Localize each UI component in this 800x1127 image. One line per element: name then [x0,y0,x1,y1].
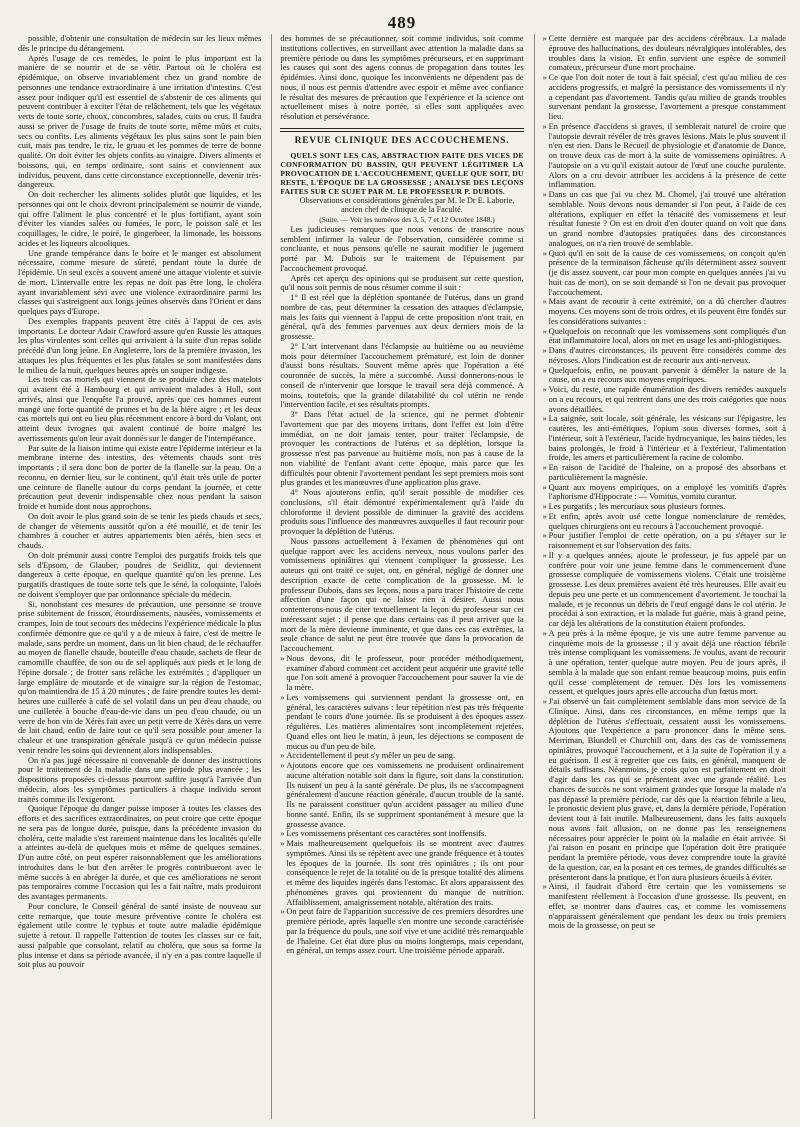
quoted-paragraph: » Quant aux moyens empiriques, on a employé les vomitifs d'après l'aphorisme d'Hippocrate : — Vomitus, vomitu curantur. [543,483,786,503]
paragraph: On doit avoir le plus grand soin de se tenir les pieds chauds et secs, de changer de vêtements aussitôt qu'on a été mouillé, et de tenir les chambres à coucher et autres appartements bien aérés, bien secs et chauds. [18,511,262,550]
continuation-note: (Suite. — Voir les numéros des 3, 5, 7 et 12 Octobre 1848.) [319,215,495,224]
paragraph: On n'a pas jugé nécessaire ni convenable de donner des instructions pour le traitement de la maladie dans une période plus avancée ; les dispositions proposées ci-dessus pourront suffire jusqu'à l'arrivée d'un médecin, alors les symptômes particuliers à chaque individu seront traités comme ils l'exigeront. [18,755,262,804]
paragraph: On doit rechercher les aliments solides plutôt que liquides, et les personnes qui ont le choix devront principalement se nourrir de viande, qui offre l'aliment le plus concentré et le plus fortifiant, ayant soin d'éviter les viandes salées ou fumées, le porc, le poisson salé et les coquillages, le cidre, le poiré, le gingerbeer, la limonade, les boissons acides et les liqueurs alcooliques. [18,190,262,248]
paragraph: Après l'usage de ces remèdes, le point le plus important est la manière de se nourrir et de se vêtir. Partout où le choléra est épidémique, on observe invariablement chez un grand nombre de personnes une tendance extraordinaire à une irritation d'intestins. C'est assez pour indiquer qu'il est essentiel de s'abstenir de ces aliments qui peuvent contribuer à exciter l'état de relâchement, tels que les végétaux verts de toute sorte, choux, concombres, salades, cuits ou crus. Il faudra aussi se priver de l'usage de fruits de toute sorte, même mûrs et cuits, secs ou confits. Les aliments végétaux les plus sains sont le pain bien cuit, mais pas tendre, le riz, le gruau et les pommes de terre de bonne qualité. On doit éviter les objets confits au vinaigre. Divers aliments et boissons, qui, en temps ordinaire, sont sains et conviennent aux individus, peuvent, dans cette circonstance exceptionnelle, devenir très-dangereux. [18,53,262,190]
paragraph: 2° L'art intervenant dans l'éclampsie au huitième ou au neuvième mois pour déterminer l'accouchement prématuré, est loin de donner d'aussi bons résultats. Souvent même après que l'opération a été couronnée de succès, la mère a succombé. Aussi donnerons-nous le conseil de n'intervenir que lorsque le travail sera déjà commencé. A moins, toutefois, que la grande dilatabilité du col utérin ne rende l'intervention facile, et ses résultats prompts. [280,341,524,410]
quoted-paragraph: » Les vomissemens présentant ces caractères sont inoffensifs. [280,829,523,839]
quoted-paragraph: » Voici, du reste, une rapide énumération des divers remèdes auxquels on a eu recours, et qui rentrent dans une des trois catégories que nous avons détaillées. [543,385,786,414]
quoted-paragraph: » La saignée, soit locale, soit générale, les vésicans sur l'épigastre, les cautères, les anti-émétiques, l'opium sous diverses formes, soit à l'intérieur, soit à l'extérieur, l'acide hydrocyanique, les bains tièdes, les bains prolongés, le froid à l'intérieur et à l'extérieur, l'alimentation froide, les amers et particulièrement la racine de colombo. [543,414,786,463]
article-byline: Observations et considérations générales par M. le Dr E. Laborie, ancien chef de clinique de la Faculté. [299,195,515,215]
quoted-paragraph: » Dans d'autres circonstances, ils peuvent être considérés comme des névroses. Alors l'indication est de recourir aux anti-nerveux. [543,346,786,366]
section-subheading: QUELS SONT LES CAS, ABSTRACTION FAITE DES VICES DE CONFORMATION DU BASSIN, QUI PEUVENT LÉGITIMER LA PROVOCATION DE L'ACCOUCHEMENT, QUELLE QUE SOIT, DU RESTE, L'ÉPOQUE DE LA GROSSESSE ; ANALYSE DES LEÇONS FAITES SUR CE SUJET PAR M. LE PROFESSEUR P. DUBOIS. [280,150,524,196]
quoted-paragraph: » Quelquefois on reconnaît que les vomissemens sont compliqués d'un état inflammatoire local, alors on met en usage les anti-phlogistiques. [543,327,786,347]
quoted-paragraph: » Et enfin, après avoir usé cette longue nomenclature de remèdes, quelques chirurgiens ont eu recours à l'accouchement provoqué. [543,512,786,532]
quoted-paragraph: » On peut faire de l'apparition successive de ces premiers désordres une première période, après laquelle s'en montre une seconde caractérisée par la fréquence du pouls, une soif vive et une acidité très remarquable de l'haleine. Cet état dure plus ou moins longtemps, mais cependant, en général, un temps assez court. Une troisième période apparaît. [280,907,523,956]
quoted-paragraph: » Ce que l'on doit noter de tout à fait spécial, c'est qu'au milieu de ces accidens progressifs, et malgré la persistance des vomissements il n'y a cependant pas d'avortement. Tandis qu'au milieu de grands troubles survenant pendant la grossesse, l'avortement a presque constamment lieu. [543,73,786,122]
quoted-paragraph: » Les purgatifs ; les mercuriaux sous plusieurs formes. [543,502,786,512]
paragraph: 3° Dans l'état actuel de la science, qui ne permet d'obtenir l'avortement que par des moyens irritans, dont l'effet est loin d'être immédiat, on ne doit jamais tenter, pour traiter l'éclampsie, de provoquer les contractions de l'utérus et sa déplétion, lorsque la grossesse n'est pas parvenue au huitième mois, non pas à cause de la non viabilité de l'enfant avant cette époque, mais parce que les difficultés pour obtenir l'avortement pendant les sept premiers mois sont plus grandes et les manœuvres d'une application plus grave. [280,410,524,488]
quoted-paragraph: » A peu près à la même époque, je vis une autre femme parvenue au cinquième mois de la grossesse ; il y avait déjà une réaction fébrile très intense compliquant les vomissemens. Je voulus, avant de recourir à une opération, tenter quelque autre moyen. Peu de jours après, il sembla à la malade que son enfant remue beaucoup moins, puis enfin qu'il cesse complètement de remuer. Dès lors les vomissemens cessent, et quelques jours après elle accoucha d'un fœtus mort. [543,629,786,697]
quoted-paragraph: » Cette dernière est marquée par des accidens cérébraux. La malade éprouve des hallucinations, des douleurs névralgiques intolérables, des troubles dans la vision. Et enfin survient une espèce de sommeil comateux, précurseur d'une mort prochaine. [543,34,786,73]
quoted-paragraph: » Ajoutons encore que ces vomissemens ne produisent ordinairement aucune altération notable soit dans la figure, soit dans la constitution. Ils nuisent un peu à la santé générale. De plus, ils ne s'accompagnent généralement d'aucune réaction générale, d'aucun trouble de la santé. Ils ne paraissent constituer qu'un accident passager au milieu d'une bonne santé. Enfin, ils se suppriment spontanément à mesure que la grossesse avance. [280,761,523,829]
quoted-paragraph: » Nous devons, dit le professeur, pour procéder méthodiquement, examiner d'abord comment cet accident peut acquérir une gravité telle que l'on soit amené à provoquer l'accouchement pour sauver la vie de la mère. [280,654,523,693]
paragraph: Après cet aperçu des opinions qui se produisent sur cette question, qu'il nous soit permis de nous résumer comme il suit : [280,273,524,293]
paragraph: des hommes de se précautionner, soit comme individus, soit comme institutions collectives, en surveillant avec attention la maladie dans sa première période ou dans les symptômes précurseurs, et en supprimant les causes qui sont des agens connus de propagation dans toutes les épidémies. Ainsi donc, quoique les inconvénients ne dépendent pas de nous, il nous est permis d'attendre avec espoir et même avec confiance le résultat des mesures de précaution que l'expérience et la science ont actuellement mises à notre portée, si elles sont appliquées avec résolution et persévérance. [280,34,524,121]
quoted-paragraph: » Dans un cas que j'ai vu chez M. Chomel, j'ai trouvé une altération semblable. Nous devons nous demander si l'on peut, à l'aide de ces altérations, expliquer en effet la ténacité des vomissemens et leur résultat funeste ? On est en droit d'en douter quand on voit que dans un grand nombre d'autopsies pratiquées dans des circonstances analogues, on n'a rien trouvé de semblable. [543,190,786,249]
column-3 [534,34,786,1119]
column-2 [271,34,523,1119]
paragraph: Nous passons actuellement à l'examen de phénomènes qui ont quelque rapport avec les accidens nerveux, nous voulons parler des vomissemens opiniâtres qui viennent compliquer la grossesse. Les auteurs qui ont traité ce sujet, ont, en général, négligé de donner une description exacte de cette complication de la grossesse. M. le professeur Dubois, dans ses leçons, nous a paru tracer l'histoire de cette affection d'une façon qui ne laisse rien à désirer. Aussi nous contenterons-nous de citer textuellement la leçon du professeur sur cet intéressant sujet ; il pense que dans certains cas il peut arriver que la mort de la mère devienne imminente, et que dans ces cas extrêmes, la seule chance de salut ne peut être trouvée que dans la provocation de l'accouchement. [280,536,524,653]
paragraph: Si, nonobstant ces mesures de précaution, une personne se trouve prise subitement de frisson, étourdissements, nausées, vomissements et crampes, loin de tout secours des médecins l'expérience médicale la plus confirmée démontre que ce qu'il y a de mieux à faire, c'est de mettre le malade, sans perdre un moment, dans un lit bien chaud, de le réchauffer au moyen de flanelle chaude, bouteille d'eau chaude, sachets de fleur de camomille chauffée, de son ou de sel appliqués aux pieds et le long de l'épine dorsale ; de frotter sans relâche les extrémités ; d'appliquer un large emplâtre de moutarde et de vinaigre sur la région de l'estomac, qu'on maintiendra de 15 à 20 minutes ; de faire prendre toutes les demi-heures une cuillerée à café de sel volatil dans un peu d'eau chaude, ou une cuillerée à bouche d'eau-de-vie dans un peu d'eau chaude, ou un verre de bon vin de Xérès fait avec un petit verre de Xérès dans un verre de lait chaud, enfin de faire tout ce qu'il sera possible pour amener la chaleur et une transpiration générale jusqu'à ce qu'un médecin puisse venir rendre les soins qui deviennent alors indispensables. [18,599,262,755]
quoted-paragraph: » En présence d'accidens si graves, il semblerait naturel de croire que l'autopsie devrait révéler de très graves lésions. Mais le plus souvent il n'en est rien. Dans le Recueil de physiologie et d'anatomie de Dance, on trouve deux cas de mort à la suite de vomissemens opiniâtres. A l'autopsie on a vu qu'il existait autour de l'œuf une couche purulente. Alors on a cru devoir attribuer les accidens à la présence de cette inflammation. [543,122,786,190]
column-1 [18,34,261,1119]
paragraph: Quoique l'époque du danger puisse imposer à toutes les classes des efforts et des sacrifices extraordinaires, on peut croire que cette époque ne sera pas de longue durée, puisque, dans la précédente invasion du choléra, cette maladie s'est rarement maintenue dans les localités qu'elle a atteintes au-delà de quelques mois et même de quelques semaines. D'un autre côté, on peut espérer raisonnablement que les améliorations introduites dans le but d'en arrêter le progrès contribueront avec le même succès à en abréger la durée, et que ces améliorations ne seront pas temporaires comme l'occasion qui les a fait naître, mais produiront des avantages permanents. [18,804,262,901]
paragraph: Par suite de la liaison intime qui existe entre l'épiderme intérieur et la membrane interne des intestins, des vêtements chauds sont très importants ; il sera donc bon de porter de la flanelle sur la peau. On a reconnu, en dernier lieu, sur le continent, qu'il était très utile de porter une ceinture de flanelle autour du corps pendant la journée, et cette précaution peut devenir indispensable chez nous pendant la saison froide et humide dont nous approchons. [18,443,262,511]
paragraph: On doit prémunir aussi contre l'emploi des purgatifs froids tels que sels d'Epsom, de Glauber, poudres de Seidlitz, qui deviennent dangereux à cette époque, en quelque quantité qu'on les prenne. Les purgatifs drastiques de toute sorte tels que le séné, la coloquinte, l'aloès ne doivent s'employer que par ordonnance spéciale du médecin. [18,550,262,599]
quoted-paragraph: » Quelquefois, enfin, ne pouvant parvenir à démêler la nature de la cause, on a eu recours aux moyens empiriques. [543,366,786,386]
paragraph: Une grande tempérance dans le boire et le manger est absolument nécessaire, comme mesure de sûreté, pendant toute la durée de l'épidémie. Un seul excès a souvent amené une attaque violente et suivie de mort. L'intervalle entre les repas ne doit pas être long, le choléra ayant invariablement sévi avec une violence extraordinaire parmi les classes qui s'astreignent aux longs jeûnes observés dans l'Orient et dans quelques pays d'Europe. [18,248,262,316]
page-number: 489 [387,13,417,32]
section-divider [280,128,523,132]
quoted-paragraph: » Ainsi, il faudrait d'abord être certain que les vomissemens se manifestent réellement à l'occasion d'une grossesse. Ils peuvent, en effet, se montrer dans d'autres cas, et comme les vomissemens n'apparaissent généralement que pendant les deux ou trois premiers mois de la grossesse, on peut se [543,882,786,931]
paragraph: Les trois cas mortels qui viennent de se produire chez des matelots qui avaient été à Hambourg et qui arrivaient malades à Hull, sont arrivés, ainsi que l'enquête l'a prouvé, après que ces hommes eurent mangé une forte quantité de prunes et bu de la bière aigre ; et les deux cas mortels qui ont eu lieu plus récemment encore à bord du Volant, ont atteint deux ivrognes qui avaient continué de boire malgré les avertissements qu'on leur avait donnés sur le danger de l'intempérance. [18,375,262,443]
quoted-paragraph: » Les vomissemens qui surviennent pendant la grossesse ont, en général, les caractères suivans : leur répétition n'est pas très fréquente pendant le cours d'une journée. Ils se produisent à des époques assez régulières. Les matières alimentaires sont incomplètement rejetées. Quand elles ont lieu le matin, à jeun, les déjections se composent de mucus ou d'un peu de bile. [280,693,523,752]
paragraph: 1° Il est réel que la déplétion spontanée de l'utérus, dans un grand nombre de cas, peut déterminer la cessation des attaques d'éclampsie, mais les faits qui viennent à l'appui de cette proposition n'ont trait, en général, qu'à des femmes parvenues aux deux derniers mois de la grossesse. [280,293,524,341]
paragraph: Les judicieuses remarques que nous venons de transcrire nous semblent infirmer la valeur de l'observation, considérée comme si concluante, et nous pensons qu'elle ne saurait modifier le jugement porté par M. Dubois sur le traitement de l'épuisement par l'accouchement provoqué. [280,224,524,273]
quoted-paragraph: » Pour justifier l'emploi de cette opération, on a pu s'étayer sur le raisonnement et sur l'observation des faits. [543,531,786,551]
text-columns [18,34,786,1119]
paragraph: Des exemples frappants peuvent être cités à l'appui de ces avis importants. Le docteur Adair Crawford assure qu'en Russie les attaques les plus virulentes sont celles qui arrivaient à la suite d'un repas solide précédé d'un long jeûne. En Angleterre, lors de la première invasion, les attaques les plus fréquentes et les plus fatales se sont manifestées dans le milieu de la nuit, quelques heures après un souper indigeste. [18,316,262,375]
quoted-paragraph: » Quoi qu'il en soit de la cause de ces vomissemens, on conçoit qu'en présence de la terminaison fâcheuse qu'ils déterminent assez souvent (je dis assez souvent, car pour mon compte en quelques années j'ai vu huit cas de mort), on se soit demandé si l'on ne devait pas provoquer l'accouchement. [543,249,786,298]
section-title: REVUE CLINIQUE DES ACCOUCHEMENS. [294,135,510,146]
quoted-paragraph: » Il y a quelques années, ajoute le professeur, je fus appelé par un confrère pour voir une jeune femme dans le commencement d'une grossesse compliquée de vomissemens violens. C'était une troisième grossesse. Les deux premières avaient été très heureuses. Elle avait eu depuis peu une perte et un commencement d'avortement. Je touchai la malade, et je reconnus un débris de l'œuf engagé dans le col utérin. Je procédai à son extraction, et la malade fut guérie, mais à grand peine, car déjà les altérations de la constitution étaient profondes. [543,551,786,629]
paragraph: Pour conclure, le Conseil général de santé insiste de nouveau sur cette remarque, que toute mesure préventive contre le choléra est également utile contre le typhus et toute autre maladie épidémique sujette à retour. Il rappelle l'attention de toutes les classes sur ce fait, aussi palpable que consolant, relatif au choléra, que sous sa forme la plus intense et dans sa période avancée, il n'y en a pas contre laquelle il soit plus au pouvoir [18,901,262,970]
paragraph: possible, d'obtenir une consultation de médecin sur les lieux mêmes dès le principe du dérangement. [18,34,262,53]
quoted-paragraph: » J'ai observé un fait complètement semblable dans mon service de la Clinique. Ainsi, dans ces circonstances, en même temps que la déplétion de l'utérus s'effectuait, cessaient aussi les vomissemens. Ajoutons que l'expérience a paru prononcer dans le même sens. Merriman, Blundell et Churchill ont, dans des cas de vomissemens opiniâtres, provoqué l'accouchement, et à la suite de l'opération il y a eu guérison. Il est à regretter que ces faits, en général, manquent de détails suffisans. Néanmoins, je crois qu'on est parfaitement en droit d'agir dans les cas qui se présentent avec une grande réalité. Les chances de succès ne sont vraiment grandes que lorsque la malade n'a pas dépassé la première période, car dès que la réaction fébrile a lieu, le pronostic devient plus grave, et, dans la dernière période, l'opération devient tout à fait inutile. Malheureusement, dans les faits auxquels nous avons fait allusion, on ne donne pas les renseignemens nécessaires pour apprécier le point où la maladie en était arrivée. Si j'ai raison en posant en principe que l'opération doit être pratiquée pendant la première période, vous devez comprendre toute la gravité de la question, car, en la posant en ces termes, de grandes difficultés se présenteront dans la pratique, et l'on aura plusieurs écueils à éviter. [543,697,786,882]
quoted-paragraph: » En raison de l'acidité de l'haleine, on a proposé des absorbans et particulièrement la magnésie. [543,463,786,483]
quoted-paragraph: » Mais avant de recourir à cette extrémité, on a dû chercher d'autres moyens. Ces moyens sont de trois ordres, et ils peuvent être fondés sur les considérations suivantes : [543,297,786,326]
quoted-paragraph: » Accidentellement il peut s'y mêler un peu de sang. [280,751,523,761]
paragraph: 4° Nous ajouterons enfin, qu'il serait possible de modifier ces conclusions, s'il était démontré expérimentalement qu'à l'aide du chloroforme il devient possible de diminuer la gravité des accidens produits sous l'influence des manœuvres auxquelles il faut recourir pour provoquer la déplétion de l'utérus. [280,488,524,536]
quoted-paragraph: » Mais malheureusement quelquefois ils se montrent avec d'autres symptômes. Ainsi ils se répètent avec une grande fréquence et à toutes les époques de la journée. Ils sont très opiniâtres ; ils ont pour conséquence le rejet de la totalité ou de la presque totalité des alimens et même des liquides ingérés dans l'estomac. Et alors apparaissent des phénomènes graves qui proviennent du manque de nutrition. Affaiblissement, amaigrissement notable, altération des traits. [280,839,523,907]
